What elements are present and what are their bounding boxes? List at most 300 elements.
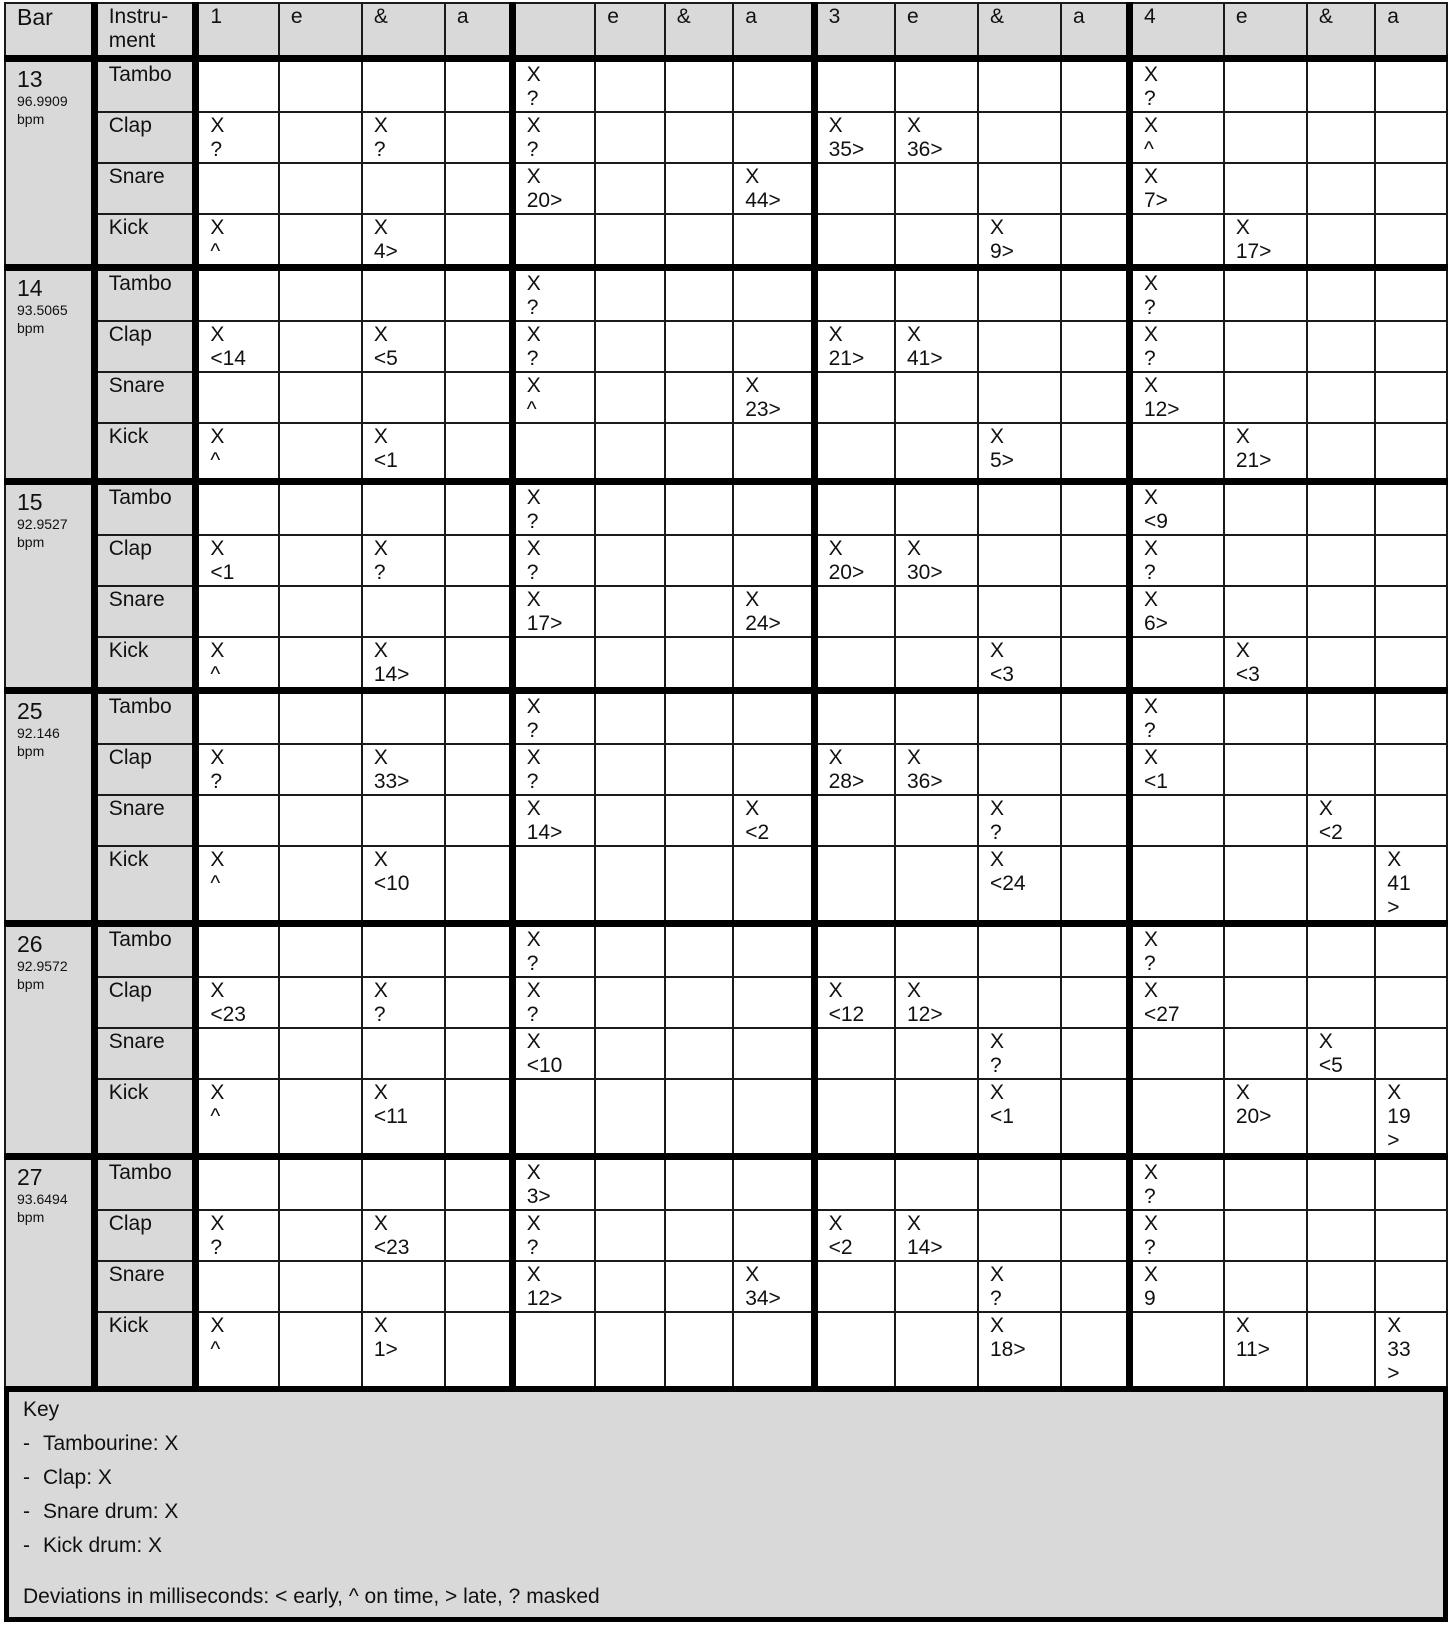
hit-cell [512,535,595,586]
hit-cell [1224,1210,1307,1261]
hit-mark: X [373,425,388,448]
hit-mark: X [526,485,541,509]
hit-cell [1375,268,1447,322]
hit-cell [895,690,978,744]
hit-cell [1375,977,1447,1028]
hit-cell [1375,1028,1447,1079]
hit-cell [595,214,665,268]
hit-cell [978,1210,1061,1261]
hit-cell [512,846,595,924]
instrument-row [5,637,1447,691]
hit-cell [445,795,512,846]
hit-mark: X [210,425,225,448]
bpm-unit: bpm [17,320,45,336]
bar-label [5,268,94,482]
hit-cell [1224,637,1307,691]
deviation-value: 20> [1235,1104,1272,1128]
hit-cell [279,1210,362,1261]
hit-cell [665,744,733,795]
hit-cell [1129,586,1223,637]
hit-mark: X [210,638,225,662]
instrument-row [5,1028,1447,1079]
hit-cell [1307,268,1375,322]
hit-mark: X [745,587,760,611]
hit-cell [196,112,279,163]
hit-cell [595,1210,665,1261]
hit-cell [814,535,895,586]
deviation-value: ? [989,1053,1002,1077]
hit-cell [978,1312,1061,1387]
hit-cell [1375,59,1447,113]
hit-mark: X [526,796,541,820]
hit-cell [1307,637,1375,691]
deviation-value: ? [989,820,1002,844]
hit-cell [595,423,665,481]
hit-cell [362,59,445,113]
hit-cell [978,1079,1061,1157]
hit-cell [1224,1312,1307,1387]
hit-mark: X [1143,1262,1158,1286]
hit-cell [1307,690,1375,744]
hit-mark: X [1143,536,1158,560]
instrument-label: Snare [94,1261,196,1312]
key-item: - Clap: X [23,1465,112,1489]
instrument-label: Snare [94,795,196,846]
hit-cell [1375,1210,1447,1261]
hit-cell [196,1079,279,1157]
hit-cell [279,268,362,322]
hit-cell [1061,1312,1129,1387]
instrument-row [5,535,1447,586]
deviation-value: <1 [373,449,398,472]
hit-cell [1129,1028,1223,1079]
hit-mark: X [373,638,388,662]
hit-cell [978,923,1061,977]
header-beat: e [895,3,978,59]
hit-mark: X [1143,374,1158,397]
deviation-value: 36> [907,769,943,793]
hit-cell [279,1156,362,1210]
hit-cell [595,268,665,322]
hit-cell [445,1079,512,1157]
hit-mark: X [1235,216,1250,239]
hit-cell [1224,163,1307,214]
hit-cell [665,163,733,214]
hit-cell [814,372,895,423]
hit-cell [595,795,665,846]
hit-cell [362,268,445,322]
hit-cell [1061,321,1129,372]
deviation-value: 17> [526,611,563,635]
instrument-label: Kick [94,1079,196,1157]
hit-cell [733,112,814,163]
instrument-label: Clap [94,744,196,795]
hit-cell [895,1079,978,1157]
hit-cell [895,637,978,691]
hit-mark: X [1387,847,1402,871]
instrument-label: Clap [94,977,196,1028]
hit-cell [895,923,978,977]
deviation-value: 12> [526,1286,563,1310]
hit-mark: X [526,536,541,560]
hit-mark: X [1318,1029,1333,1053]
hit-cell [1224,690,1307,744]
instrument-label: Clap [94,321,196,372]
hit-cell [1061,535,1129,586]
hit-cell [445,214,512,268]
hit-cell [445,690,512,744]
instrument-row [5,846,1447,924]
hit-mark: X [828,745,843,769]
hit-mark: X [828,114,843,137]
hit-cell [1307,481,1375,535]
hit-cell [978,690,1061,744]
hit-cell [279,1079,362,1157]
hit-cell [665,1312,733,1387]
deviation-value: <1 [989,1104,1014,1128]
deviation-value: ? [1143,347,1156,370]
bpm-unit: bpm [17,111,45,127]
hit-cell [1129,1312,1223,1387]
hit-cell [665,1261,733,1312]
header-beat: & [362,3,445,59]
hit-cell [445,637,512,691]
deviation-value: ? [989,1286,1002,1310]
hit-cell [895,744,978,795]
hit-cell [733,535,814,586]
hit-cell [978,1156,1061,1210]
hit-cell [978,535,1061,586]
deviation-value: 24> [745,611,781,635]
deviation-value: ? [526,718,539,742]
hit-mark: X [745,165,760,188]
bar-label [5,59,94,268]
deviation-value: <2 [745,820,770,844]
hit-cell [1224,1079,1307,1157]
hit-cell [512,112,595,163]
hit-cell [978,744,1061,795]
deviation-value: 20> [828,560,865,584]
hit-cell [1307,1028,1375,1079]
hit-mark: X [907,745,922,769]
deviation-value: 14> [373,662,410,686]
hit-mark: X [373,745,388,769]
hit-cell [512,744,595,795]
header-beat: a [1375,3,1447,59]
hit-cell [196,481,279,535]
hit-cell [733,744,814,795]
deviation-value: ? [1143,560,1156,584]
hit-cell [733,690,814,744]
hit-mark: X [526,1211,541,1235]
key-item: - Tambourine: X [23,1431,179,1455]
hit-cell [595,1261,665,1312]
hit-cell [814,690,895,744]
hit-mark: X [989,1029,1004,1053]
hit-cell [978,481,1061,535]
hit-cell [196,59,279,113]
hit-cell [445,321,512,372]
hit-cell [279,586,362,637]
deviation-value: ? [526,560,539,584]
hit-cell [814,744,895,795]
hit-mark: X [1143,114,1158,137]
hit-mark: X [526,114,541,137]
deviation-value: <3 [989,662,1014,686]
instrument-label: Kick [94,423,196,481]
hit-cell [512,163,595,214]
hit-cell [978,112,1061,163]
hit-cell [595,1028,665,1079]
deviation-value: 41 [1387,871,1411,895]
header-row [5,3,1447,59]
deviation-value: <10 [526,1053,563,1077]
hit-mark: X [907,978,922,1002]
bar-tempo: 92.9572 [17,957,68,974]
hit-cell [279,1028,362,1079]
instrument-label: Snare [94,372,196,423]
hit-cell [196,690,279,744]
deviation-value: 23> [745,398,781,421]
hit-cell [665,1079,733,1157]
hit-cell [1061,163,1129,214]
hit-cell [1061,923,1129,977]
hit-cell [733,1210,814,1261]
hit-cell [362,1079,445,1157]
deviation-value: 12> [1143,398,1180,421]
hit-cell [665,535,733,586]
hit-mark: X [373,114,388,137]
hit-cell [1307,321,1375,372]
hit-cell [196,535,279,586]
hit-cell [1375,321,1447,372]
hit-cell [196,163,279,214]
deviation-value: ? [1143,718,1156,742]
hit-cell [595,1312,665,1387]
instrument-row [5,59,1447,113]
bar-number: 13 [17,66,43,92]
hit-cell [1224,846,1307,924]
hit-cell [895,977,978,1028]
hit-cell [895,1312,978,1387]
hit-cell [665,112,733,163]
deviation-value: <12 [828,1002,865,1026]
hit-mark: X [1387,1080,1402,1104]
hit-mark: X [1143,1211,1158,1235]
key-item: - Kick drum: X [23,1533,163,1557]
hit-mark: X [828,323,843,346]
deviations-legend: Deviations in milliseconds: < early, ^ on time, > late, ? masked [23,1584,600,1608]
hit-cell [279,163,362,214]
hit-mark: X [210,1313,225,1337]
hit-cell [512,481,595,535]
hit-mark: X [989,425,1004,448]
hit-mark: X [1235,1313,1250,1337]
hit-cell [733,1312,814,1387]
hit-cell [1375,1261,1447,1312]
hit-cell [279,423,362,481]
hit-cell [733,481,814,535]
hit-cell [814,59,895,113]
hit-mark: X [1143,323,1158,346]
hit-cell [279,846,362,924]
hit-cell [279,977,362,1028]
hit-mark: X [1143,272,1158,295]
hit-cell [1307,1210,1375,1261]
bpm-unit: bpm [17,1208,45,1225]
hit-cell [1129,214,1223,268]
deviation-value: ? [1143,1235,1156,1259]
hit-mark: X [989,1262,1004,1286]
hit-cell [512,59,595,113]
hit-cell [733,268,814,322]
hit-cell [512,1312,595,1387]
hit-cell [595,481,665,535]
hit-cell [1129,637,1223,691]
hit-cell [978,1028,1061,1079]
hit-cell [1224,481,1307,535]
hit-cell [512,1261,595,1312]
hit-cell [362,923,445,977]
hit-mark: X [526,694,541,718]
hit-cell [1224,535,1307,586]
hit-cell [445,423,512,481]
hit-mark: X [210,216,225,239]
drum-transcription-sheet [4,2,1448,1622]
hit-cell [733,1261,814,1312]
hit-cell [362,977,445,1028]
hit-cell [362,321,445,372]
hit-cell [1375,846,1447,924]
hit-mark: X [1235,638,1250,662]
hit-mark: X [526,978,541,1002]
hit-cell [665,846,733,924]
hit-cell [1375,214,1447,268]
hit-cell [1224,923,1307,977]
hit-cell [445,1156,512,1210]
hit-cell [362,1312,445,1387]
hit-cell [196,321,279,372]
deviation-value: ^ [210,662,221,686]
hit-cell [362,1210,445,1261]
hit-cell [445,112,512,163]
hit-cell [814,1079,895,1157]
drum-grid-table [4,2,1448,1388]
hit-mark: X [1387,1313,1402,1337]
hit-cell [279,744,362,795]
hit-cell [665,214,733,268]
hit-mark: X [526,165,541,188]
hit-cell [1224,586,1307,637]
hit-mark: X [828,536,843,560]
deviation-value: <9 [1143,509,1168,533]
deviation-value: <5 [373,347,398,370]
hit-cell [1224,321,1307,372]
hit-mark: X [1143,165,1158,188]
hit-cell [196,1156,279,1210]
hit-cell [1375,1079,1447,1157]
hit-cell [1061,846,1129,924]
hit-cell [978,214,1061,268]
instrument-label: Clap [94,535,196,586]
hit-cell [895,535,978,586]
hit-cell [279,372,362,423]
hit-cell [512,637,595,691]
hit-cell [445,1261,512,1312]
hit-cell [1307,744,1375,795]
bpm-unit: bpm [17,533,45,550]
hit-mark: X [526,745,541,769]
deviation-value: <23 [210,1002,246,1026]
hit-mark: X [526,1029,541,1053]
deviation-value: <14 [210,347,246,370]
hit-mark: X [526,927,541,951]
hit-cell [445,59,512,113]
instrument-label: Snare [94,586,196,637]
hit-mark: X [1143,694,1158,718]
hit-cell [362,214,445,268]
hit-cell [1307,977,1375,1028]
deviation-value: <2 [1318,820,1343,844]
hit-cell [665,795,733,846]
deviation-value: <3 [1235,662,1260,686]
bar-number: 25 [17,697,43,724]
hit-cell [665,59,733,113]
hit-mark: X [745,374,760,397]
hit-mark: X [210,847,225,871]
hit-cell [1307,372,1375,423]
deviation-value: <11 [373,1104,408,1128]
deviation-value: <27 [1143,1002,1180,1026]
hit-cell [895,586,978,637]
deviation-value: 17> [1235,240,1272,263]
hit-cell [1224,1156,1307,1210]
hit-cell [814,846,895,924]
instrument-row [5,163,1447,214]
instrument-row [5,977,1447,1028]
hit-mark: X [210,978,225,1002]
hit-cell [512,1079,595,1157]
hit-cell [978,59,1061,113]
hit-cell [362,846,445,924]
hit-cell [1061,690,1129,744]
hit-cell [595,846,665,924]
hit-cell [279,690,362,744]
hit-cell [1224,372,1307,423]
deviation-value: 21> [1235,449,1272,472]
hit-cell [978,268,1061,322]
hit-cell [196,923,279,977]
hit-cell [1061,1156,1129,1210]
hit-mark: X [1318,796,1333,820]
deviation-value: <10 [373,871,410,895]
header-beat: a [445,3,512,59]
deviation-value: ^ [210,240,221,263]
instrument-label: Kick [94,846,196,924]
deviation-value: 19 [1387,1104,1411,1128]
deviation-value: ? [1143,296,1156,319]
hit-mark: X [526,1160,541,1184]
deviation-value: <5 [1318,1053,1343,1077]
deviation-value: 41> [907,347,943,370]
hit-cell [1129,268,1223,322]
hit-cell [1375,1312,1447,1387]
hit-mark: X [526,272,541,295]
deviation-value: <1 [210,560,235,584]
hit-cell [445,372,512,423]
deviation-value: <23 [373,1235,410,1259]
hit-cell [814,112,895,163]
